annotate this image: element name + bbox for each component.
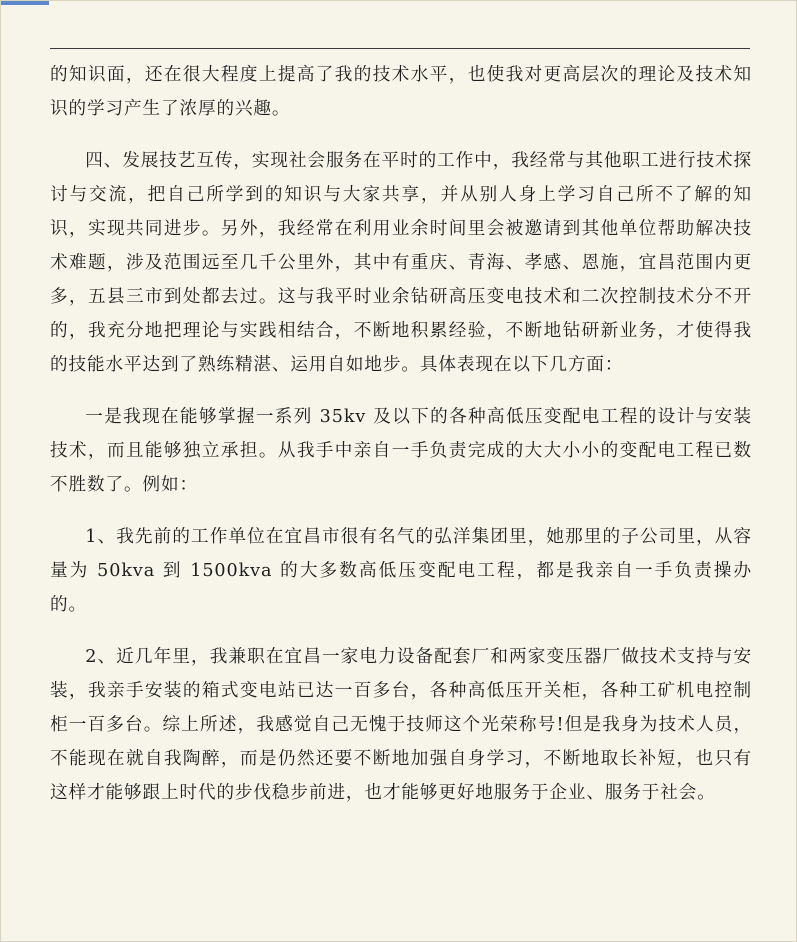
document-body <box>50 58 752 828</box>
paragraph-2: 四、发展技艺互传，实现社会服务在平时的工作中，我经常与其他职工进行技术探讨与交流，把自己所学到的知识与大家共享，并从别人身上学习自己所不了解的知识，实现共同进步。另外，我经常在利用业余时间里会被邀请到其他单位帮助解决技术难题，涉及范围远至几千公里外，其中有重庆、青海、孝感、恩施，宜昌范围内更多，五县三市到处都去过。这与我平时业余钻研高压变电技术和二次控制技术分不开的，我充分地把理论与实践相结合，不断地积累经验，不断地钻研新业务，才使得我的技能水平达到了熟练精湛、运用自如地步。具体表现在以下几方面： <box>50 151 752 375</box>
paragraph-1: 的知识面，还在很大程度上提高了我的技术水平，也使我对更高层次的理论及技术知识的学习产生了浓厚的兴趣。 <box>50 65 752 119</box>
paragraph-5: 2、近几年里，我兼职在宜昌一家电力设备配套厂和两家变压器厂做技术支持与安装，我亲手安装的箱式变电站已达一百多台，各种高低压开关柜，各种工矿机电控制柜一百多台。综上所述，我感觉自己无愧于技师这个光荣称号!但是我身为技术人员，不能现在就自我陶醉，而是仍然还要不断地加强自身学习，不断地取长补短，也只有这样才能够跟上时代的步伐稳步前进，也才能够更好地服务于企业、服务于社会。 <box>50 647 752 803</box>
paragraph-3: 一是我现在能够掌握一系列 35kv 及以下的各种高低压变配电工程的设计与安装技术，而且能够独立承担。从我手中亲自一手负责完成的大大小小的变配电工程已数不胜数了。例如： <box>50 407 752 495</box>
header-rule <box>50 48 750 49</box>
corner-tab <box>1 1 49 5</box>
paragraph-4: 1、我先前的工作单位在宜昌市很有名气的弘洋集团里，她那里的子公司里，从容量为 50kva 到 1500kva 的大多数高低压变配电工程，都是我亲自一手负责操办的。 <box>50 527 752 615</box>
